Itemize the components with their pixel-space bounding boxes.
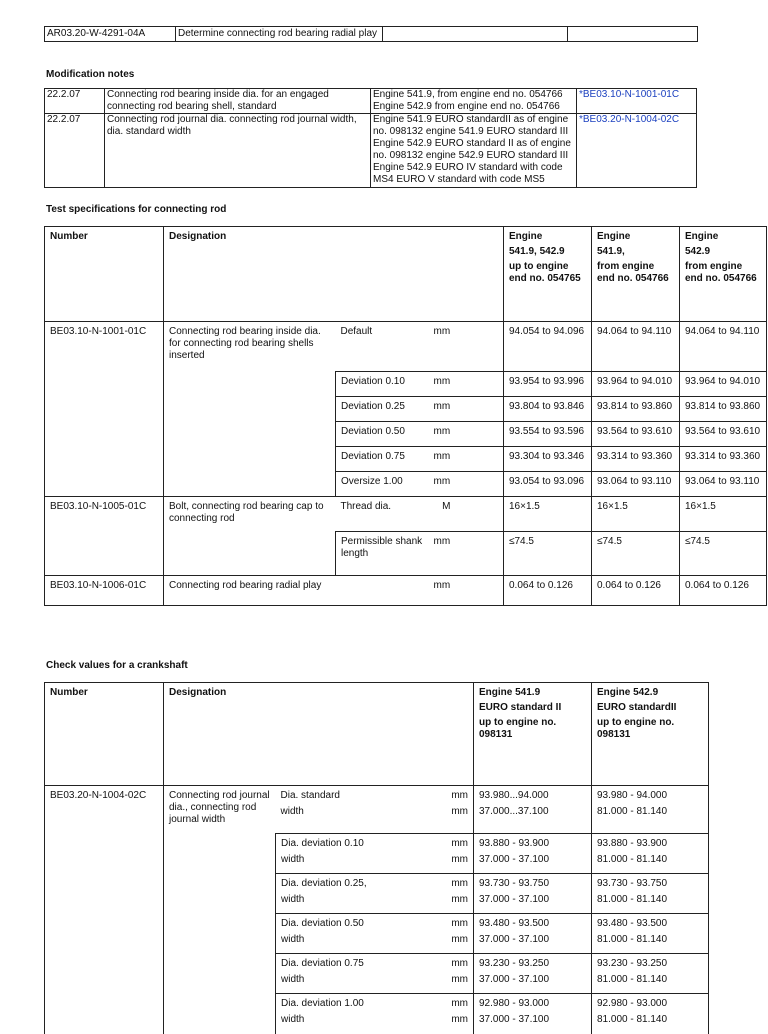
spec-value: 93.230 - 93.250 37.000 - 37.100: [474, 954, 592, 994]
spec-value: 93.064 to 93.110: [680, 472, 767, 497]
spec-value: 93.880 - 93.900 37.000 - 37.100: [474, 834, 592, 874]
modification-description: Connecting rod bearing inside dia. for an engaged connecting rod bearing shell, standard: [105, 89, 371, 114]
spec-parameter: Default: [336, 322, 429, 372]
modification-reference-link[interactable]: *BE03.10-N-1001-01C: [577, 89, 697, 114]
table-row: [45, 576, 767, 606]
spec-parameter: Dia. standard width: [276, 786, 396, 834]
spec-value: 93.314 to 93.360: [592, 447, 680, 472]
spec-value: 93.964 to 94.010: [680, 372, 767, 397]
spec-value: 93.980 - 94.000 81.000 - 81.140: [592, 786, 709, 834]
spec-value: ≤74.5: [592, 532, 680, 576]
spec-parameter: Dia. deviation 0.10 width: [276, 834, 396, 874]
spec-value: 92.980 - 93.000 37.000 - 37.100: [474, 994, 592, 1034]
spec-value: 93.314 to 93.360: [680, 447, 767, 472]
spec-value: 93.804 to 93.846: [504, 397, 592, 422]
spec-value: ≤74.5: [680, 532, 767, 576]
crankshaft-table: [44, 682, 709, 1034]
crankshaft-heading: Check values for a crankshaft: [46, 660, 188, 671]
spec-unit: mm: [429, 322, 456, 372]
spec-value: 93.054 to 93.096: [504, 472, 592, 497]
modification-engine: Engine 541.9 EURO standardII as of engine no. 098132 engine 541.9 EURO standard III Engine 542.9 EURO standard II as of engine no. 098132 engine 542.9 EURO standard III Engine 542.9 EURO IV standard with code MS4 EURO V standard with code MS5: [371, 114, 577, 188]
spec-value: 16×1.5: [592, 497, 680, 532]
spec-parameter: Dia. deviation 0.50 width: [276, 914, 396, 954]
spec-value: 93.730 - 93.750 81.000 - 81.140: [592, 874, 709, 914]
document-title: Determine connecting rod bearing radial play: [176, 27, 383, 42]
header-empty-cell: [568, 27, 698, 42]
spec-value: 0.064 to 0.126: [504, 576, 592, 606]
spec-spacer: [456, 422, 504, 447]
conrod-header-row: [45, 227, 767, 322]
modification-row: [45, 89, 697, 114]
spec-value: ≤74.5: [504, 532, 592, 576]
spec-number: BE03.20-N-1004-02C: [45, 786, 164, 1034]
modification-notes-heading: Modification notes: [46, 69, 135, 80]
spec-value: 0.064 to 0.126: [592, 576, 680, 606]
spec-unit: mm mm: [396, 786, 474, 834]
spec-value: 93.304 to 93.346: [504, 447, 592, 472]
spec-parameter: Permissible shank length: [336, 532, 429, 576]
column-header-engine-1: Engine 541.9, 542.9 up to engine end no. 054765: [504, 227, 592, 322]
spec-value: 94.064 to 94.110: [592, 322, 680, 372]
spec-designation: Connecting rod bearing radial play: [164, 576, 429, 606]
spec-unit: mm mm: [396, 834, 474, 874]
conrod-spec-heading: Test specifications for connecting rod: [46, 204, 227, 215]
column-header-number: Number: [45, 227, 164, 322]
spec-value: 93.230 - 93.250 81.000 - 81.140: [592, 954, 709, 994]
document-code: AR03.20-W-4291-04A: [45, 27, 176, 42]
spec-spacer: [456, 372, 504, 397]
modification-notes-table: [44, 88, 697, 188]
spec-value: 93.480 - 93.500 81.000 - 81.140: [592, 914, 709, 954]
spec-parameter: Dia. deviation 0.25, width: [276, 874, 396, 914]
spec-value: 0.064 to 0.126: [680, 576, 767, 606]
modification-date: 22.2.07: [45, 89, 105, 114]
spec-value: 93.880 - 93.900 81.000 - 81.140: [592, 834, 709, 874]
spec-number: BE03.10-N-1006-01C: [45, 576, 164, 606]
spec-parameter: Deviation 0.25: [336, 397, 429, 422]
spec-designation: Connecting rod journal dia., connecting rod journal width: [164, 786, 276, 1034]
spec-unit: mm mm: [396, 994, 474, 1034]
table-row: [45, 786, 709, 834]
spec-value: 94.064 to 94.110: [680, 322, 767, 372]
conrod-spec-table: [44, 226, 767, 606]
column-header-designation: Designation: [164, 683, 474, 786]
spec-value: 16×1.5: [680, 497, 767, 532]
spec-parameter: Dia. deviation 1.00 width: [276, 994, 396, 1034]
spec-value: 93.564 to 93.610: [592, 422, 680, 447]
spec-spacer: [456, 472, 504, 497]
spec-value: 93.064 to 93.110: [592, 472, 680, 497]
spec-value: 93.954 to 93.996: [504, 372, 592, 397]
spec-value: 92.980 - 93.000 81.000 - 81.140: [592, 994, 709, 1034]
column-header-engine-2: Engine 541.9, from engine end no. 054766: [592, 227, 680, 322]
spec-spacer: [456, 532, 504, 576]
spec-unit: mm mm: [396, 914, 474, 954]
column-header-number: Number: [45, 683, 164, 786]
column-header-engine-3: Engine 542.9 from engine end no. 054766: [680, 227, 767, 322]
spec-value: 93.814 to 93.860: [592, 397, 680, 422]
modification-engine: Engine 541.9, from engine end no. 054766 Engine 542.9 from engine end no. 054766: [371, 89, 577, 114]
spec-value: 16×1.5: [504, 497, 592, 532]
modification-reference-link[interactable]: *BE03.20-N-1004-02C: [577, 114, 697, 188]
spec-unit: mm: [429, 447, 456, 472]
spec-unit: mm: [429, 532, 456, 576]
spec-spacer: [456, 497, 504, 532]
spec-parameter: Deviation 0.10: [336, 372, 429, 397]
header-spacer: [456, 227, 504, 322]
column-header-engine-2: Engine 542.9 EURO standardII up to engine no. 098131: [592, 683, 709, 786]
spec-parameter: Deviation 0.75: [336, 447, 429, 472]
spec-unit: mm mm: [396, 874, 474, 914]
modification-description: Connecting rod journal dia. connecting rod journal width, dia. standard width: [105, 114, 371, 188]
spec-parameter: Deviation 0.50: [336, 422, 429, 447]
spec-spacer: [456, 322, 504, 372]
spec-value: 94.054 to 94.096: [504, 322, 592, 372]
spec-unit: mm: [429, 472, 456, 497]
spec-unit: mm: [429, 372, 456, 397]
spec-designation: Bolt, connecting rod bearing cap to connecting rod: [164, 497, 336, 576]
spec-value: 93.554 to 93.596: [504, 422, 592, 447]
spec-parameter: Oversize 1.00: [336, 472, 429, 497]
header-empty-cell: [383, 27, 568, 42]
spec-value: 93.564 to 93.610: [680, 422, 767, 447]
spec-number: BE03.10-N-1001-01C: [45, 322, 164, 497]
spec-unit: mm: [429, 397, 456, 422]
spec-value: 93.814 to 93.860: [680, 397, 767, 422]
spec-value: 93.730 - 93.750 37.000 - 37.100: [474, 874, 592, 914]
column-header-engine-1: Engine 541.9 EURO standard II up to engine no. 098131: [474, 683, 592, 786]
modification-date: 22.2.07: [45, 114, 105, 188]
spec-spacer: [456, 447, 504, 472]
table-row: [45, 322, 767, 372]
crankshaft-header-row: [45, 683, 709, 786]
spec-value: 93.480 - 93.500 37.000 - 37.100: [474, 914, 592, 954]
spec-unit: M: [429, 497, 456, 532]
spec-unit: mm: [429, 422, 456, 447]
spec-value: 93.980...94.000 37.000...37.100: [474, 786, 592, 834]
spec-unit: mm: [429, 576, 456, 606]
spec-spacer: [456, 397, 504, 422]
spec-unit: mm mm: [396, 954, 474, 994]
spec-parameter: Thread dia.: [336, 497, 429, 532]
spec-number: BE03.10-N-1005-01C: [45, 497, 164, 576]
table-row: [45, 497, 767, 532]
column-header-designation: Designation: [164, 227, 456, 322]
modification-row: [45, 114, 697, 188]
spec-parameter: Dia. deviation 0.75 width: [276, 954, 396, 994]
spec-value: 93.964 to 94.010: [592, 372, 680, 397]
spec-designation: Connecting rod bearing inside dia. for connecting rod bearing shells inserted: [164, 322, 336, 497]
spec-spacer: [456, 576, 504, 606]
document-header-table: [44, 26, 698, 42]
